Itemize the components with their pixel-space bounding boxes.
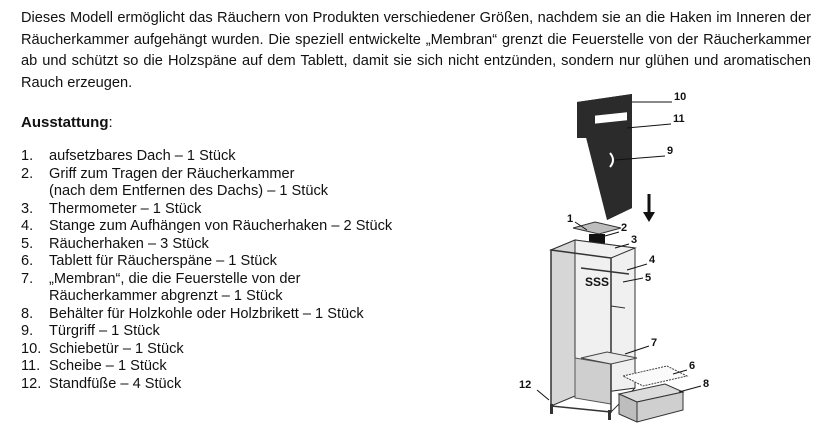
equipment-heading-colon: : <box>108 114 113 131</box>
list-item-line: Tablett für Räucherspäne – 1 Stück <box>49 253 277 269</box>
list-item <box>21 253 392 271</box>
equipment-heading-text: Ausstattung <box>21 114 109 131</box>
list-item-line: Räucherhaken – 3 Stück <box>49 235 209 252</box>
arrow-down-icon <box>643 212 655 222</box>
cabinet-interior-floor <box>575 358 611 404</box>
list-item-number: 11. <box>21 358 41 374</box>
foot <box>608 410 611 420</box>
list-item-line: Standfüße – 4 Stück <box>49 375 182 392</box>
list-item-line: Schiebetür – 1 Stück <box>49 340 184 357</box>
callout-10: 10 <box>674 91 687 103</box>
list-item-number: 4. <box>21 218 34 234</box>
list-item-line: Griff zum Tragen der Räucherkammer <box>49 165 295 182</box>
list-item-line: Türgriff – 1 Stück <box>49 323 160 339</box>
list-item-number: 7. <box>21 270 34 287</box>
equipment-heading <box>21 114 113 131</box>
list-item <box>21 236 392 254</box>
list-item-line: Räucherkammer abgrenzt – 1 Stück <box>49 288 283 304</box>
callout-3: 3 <box>631 234 638 246</box>
list-item <box>21 271 392 306</box>
cabinet-left-side <box>551 240 575 406</box>
callout-1: 1 <box>567 213 574 225</box>
callout-9: 9 <box>667 145 674 157</box>
list-item <box>21 306 392 324</box>
list-item-text <box>49 358 167 376</box>
list-item-line: Stange zum Aufhängen von Räucherhaken – 2 Stück <box>49 218 393 234</box>
callout-11: 11 <box>673 113 685 125</box>
list-item-text <box>49 376 181 394</box>
list-item-text <box>49 341 184 359</box>
list-item <box>21 218 392 236</box>
list-item <box>21 341 392 359</box>
list-item-number: 5. <box>21 235 34 252</box>
callout-6: 6 <box>689 360 696 372</box>
list-item <box>21 148 392 166</box>
list-item-text <box>49 253 277 271</box>
list-item-number: 3. <box>21 200 34 217</box>
callout-2: 2 <box>621 222 628 234</box>
list-item-text <box>49 306 364 324</box>
list-item-number: 6. <box>21 253 34 269</box>
list-item <box>21 323 392 341</box>
list-item-text <box>49 323 160 341</box>
hooks-icon: SSS <box>585 275 610 289</box>
list-item-text <box>49 271 300 306</box>
list-item <box>21 166 392 201</box>
list-item-line: Scheibe – 1 Stück <box>49 358 167 374</box>
callout-5: 5 <box>645 272 652 284</box>
smoker-diagram <box>515 88 730 428</box>
list-item <box>21 201 392 219</box>
list-item-line: (nach dem Entfernen des Dachs) – 1 Stück <box>49 183 329 199</box>
list-item-line: „Membran“, die die Feuerstelle von der <box>49 270 301 287</box>
list-item-text <box>49 201 201 219</box>
list-item-number: 8. <box>21 305 34 322</box>
list-item-line: aufsetzbares Dach – 1 Stück <box>49 148 236 164</box>
callout-4: 4 <box>649 254 656 266</box>
list-item-line: Behälter für Holzkohle oder Holzbrikett – 1 Stück <box>49 305 364 322</box>
list-item-text <box>49 218 392 236</box>
list-item-number: 2. <box>21 165 34 182</box>
list-item-number: 10. <box>21 340 42 357</box>
equipment-list <box>21 148 392 393</box>
list-item-number: 12. <box>21 375 42 392</box>
list-item-number: 1. <box>21 148 34 164</box>
list-item-number: 9. <box>21 323 34 339</box>
list-item-text <box>49 236 209 254</box>
intro-paragraph: Dieses Modell ermöglicht das Räuchern von Produkten verschiedener Größen, nachdem sie an die Haken im Inneren der Räucherkammer aufgehängt wurden. Die speziell entwickelte „Membran“ grenzt die Feuerstelle von der Räucherkammer ab und schützt so die Holzspäne auf dem Tablett, damit sie sich nicht entzünden, sondern nur glühen und aromatischen Rauch erzeugen. <box>21 10 811 91</box>
foot <box>550 404 553 414</box>
callout-7: 7 <box>651 337 658 349</box>
callout-8: 8 <box>703 378 710 390</box>
list-item <box>21 376 392 394</box>
list-item <box>21 358 392 376</box>
callout-12: 12 <box>519 379 532 391</box>
list-item-text <box>49 166 328 201</box>
roof <box>573 222 621 234</box>
list-item-text <box>49 148 236 166</box>
list-item-line: Thermometer – 1 Stück <box>49 200 202 217</box>
